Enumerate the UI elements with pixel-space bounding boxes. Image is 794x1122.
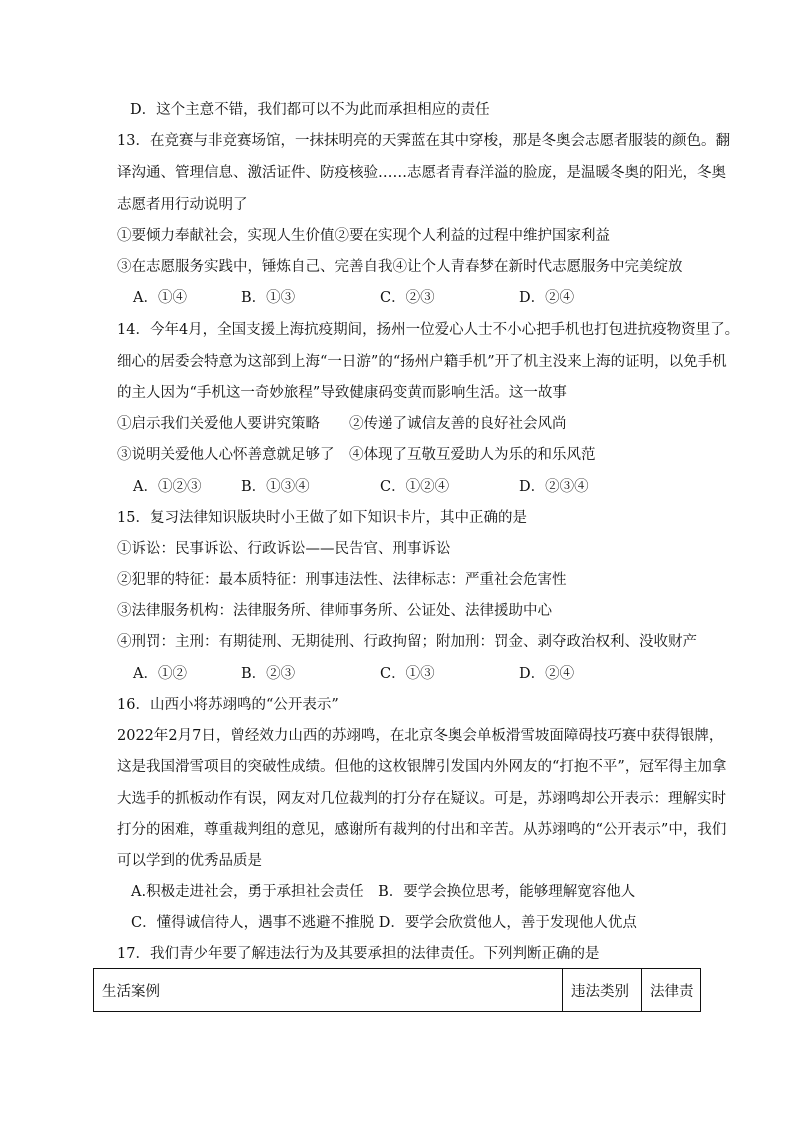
q13-statement-1: ①要倾力奉献社会，实现人生价值②要在实现个人利益的过程中维护国家利益	[117, 228, 610, 244]
q14-stem-line-1: 14．今年4月，全国支援上海抗疫期间，扬州一位爱心人士不小心把手机也打包进抗疫物资里了。	[117, 322, 740, 338]
q16-stem-line-4: 打分的困难，尊重裁判组的意见，感谢所有裁判的付出和辛苦。从苏翊鸣的“公开表示”中，我们	[117, 822, 727, 838]
q15-option-c[interactable]: C．①③	[380, 666, 435, 682]
q15-statement-1: ①诉讼：民事诉讼、行政诉讼——民告官、刑事诉讼	[117, 541, 451, 557]
q13-stem-line-1: 13．在竞赛与非竞赛场馆，一抹抹明亮的天霁蓝在其中穿梭，那是冬奥会志愿者服装的颜色。翻	[117, 133, 730, 149]
q14-statement-2: ③说明关爱他人心怀善意就足够了 ④体现了互敬互爱助人为乐的和乐风范	[117, 447, 596, 463]
table-header-category: 违法类别	[563, 969, 642, 1012]
q13-option-b[interactable]: B．①③	[241, 290, 296, 306]
q14-statement-1: ①启示我们关爱他人要讲究策略 ②传递了诚信友善的良好社会风尚	[117, 416, 567, 432]
q15-stem: 15．复习法律知识版块时小王做了如下知识卡片，其中正确的是	[117, 510, 527, 526]
q13-stem-line-2: 译沟通、管理信息、激活证件、防疫核验……志愿者青春洋溢的脸庞，是温暖冬奥的阳光，冬奥	[117, 165, 726, 181]
q15-option-d[interactable]: D．②④	[519, 666, 575, 682]
q13-option-c[interactable]: C．②③	[380, 290, 435, 306]
q13-options	[133, 288, 733, 308]
q14-options	[133, 477, 733, 497]
q15-statement-2: ②犯罪的特征：最本质特征：刑事违法性、法律标志：严重社会危害性	[117, 572, 567, 588]
table-header-row	[94, 969, 701, 1012]
q14-option-b[interactable]: B．①③④	[241, 479, 310, 495]
q16-title: 16．山西小将苏翊鸣的“公开表示”	[117, 697, 339, 713]
q15-option-a[interactable]: A．①②	[133, 666, 187, 682]
q14-option-d[interactable]: D．②③④	[519, 479, 589, 495]
q15-option-b[interactable]: B．②③	[241, 666, 296, 682]
q14-option-c[interactable]: C．①②④	[380, 479, 450, 495]
q15-statement-3: ③法律服务机构：法律服务所、律师事务所、公证处、法律援助中心	[117, 603, 552, 619]
q17-stem: 17．我们青少年要了解违法行为及其要承担的法律责任。下列判断正确的是	[117, 946, 600, 962]
q17-table	[93, 968, 701, 1012]
q16-stem-line-1: 2022年2月7日，曾经效力山西的苏翊鸣，在北京冬奥会单板滑雪坡面障碍技巧赛中获得银牌，	[117, 728, 724, 744]
q16-options-line-1[interactable]: A.积极走进社会，勇于承担社会责任 B．要学会换位思考，能够理解宽容他人	[131, 884, 636, 900]
q13-option-d[interactable]: D．②④	[519, 290, 575, 306]
q16-stem-line-3: 大选手的抓板动作有误，网友对几位裁判的打分存在疑议。可是，苏翊鸣却公开表示：理解实时	[117, 791, 726, 807]
table-header-liability: 法律责	[642, 969, 701, 1012]
q13-option-a[interactable]: A．①④	[133, 290, 187, 306]
q14-stem-line-3: 的主人因为“手机这一奇妙旅程”导致健康码变黄而影响生活。这一故事	[117, 385, 567, 401]
q15-statement-4: ④刑罚：主刑：有期徒刑、无期徒刑、行政拘留；附加刑：罚金、剥夺政治权利、没收财产	[117, 634, 697, 650]
q16-stem-line-5: 可以学到的优秀品质是	[117, 853, 262, 869]
q15-options	[133, 664, 733, 684]
q16-options-line-2[interactable]: C．懂得诚信待人，遇事不逃避不推脱 D．要学会欣赏他人，善于发现他人优点	[131, 915, 637, 931]
q12-option-d: D．这个主意不错，我们都可以不为此而承担相应的责任	[130, 102, 490, 118]
q16-stem-line-2: 这是我国滑雪项目的突破性成绩。但他的这枚银牌引发国内外网友的“打抱不平”，冠军得主加拿	[117, 759, 727, 775]
q14-option-a[interactable]: A．①②③	[133, 479, 202, 495]
q13-stem-line-3: 志愿者用行动说明了	[117, 197, 248, 213]
q14-stem-line-2: 细心的居委会特意为这部到上海“一日游”的“扬州户籍手机”开了机主没来上海的证明，以免手机	[117, 354, 727, 370]
table-header-case: 生活案例	[94, 969, 563, 1012]
q13-statement-2: ③在志愿服务实践中，锤炼自己、完善自我④让个人青春梦在新时代志愿服务中完美绽放	[117, 259, 683, 275]
